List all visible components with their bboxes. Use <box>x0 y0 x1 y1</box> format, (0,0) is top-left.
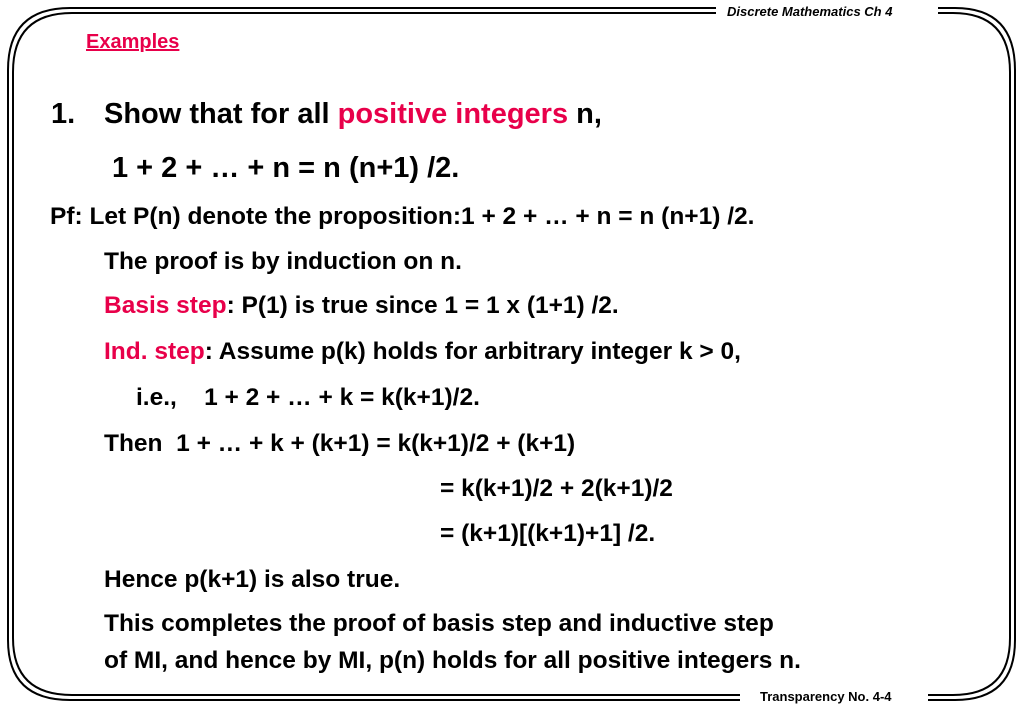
section-title: Examples <box>86 31 180 53</box>
equation-line-2: = (k+1)[(k+1)+1] /2. <box>440 520 656 547</box>
conclusion-line-1: This completes the proof of basis step and inductive step <box>104 610 774 637</box>
problem-highlight: positive integers <box>337 98 569 130</box>
problem-formula: 1 + 2 + … + n = n (n+1) /2. <box>112 152 460 184</box>
transparency-number: Transparency No. 4-4 <box>760 689 892 704</box>
basis-step-text: : P(1) is true since 1 = 1 x (1+1) /2. <box>226 292 619 319</box>
problem-number: 1. <box>51 98 76 130</box>
proof-line-2: The proof is by induction on n. <box>104 248 462 275</box>
conclusion-line-2: of MI, and hence by MI, p(n) holds for all positive integers n. <box>104 647 801 674</box>
problem-statement-post: n, <box>568 98 602 130</box>
basis-step-label: Basis step <box>104 292 227 319</box>
ind-step-line <box>104 338 741 366</box>
then-line: Then 1 + … + k + (k+1) = k(k+1)/2 + (k+1) <box>104 430 576 457</box>
course-title: Discrete Mathematics Ch 4 <box>727 4 893 19</box>
problem-statement <box>104 98 602 131</box>
basis-step-line <box>104 292 619 320</box>
ind-step-text: : Assume p(k) holds for arbitrary integer k > 0, <box>204 338 741 365</box>
ind-step-label: Ind. step <box>104 338 205 365</box>
problem-statement-pre: Show that for all <box>104 98 338 130</box>
hence-line: Hence p(k+1) is also true. <box>104 566 401 593</box>
proof-line-1: Pf: Let P(n) denote the proposition:1 + 2 + … + n = n (n+1) /2. <box>50 203 755 230</box>
ie-line: i.e., 1 + 2 + … + k = k(k+1)/2. <box>136 384 480 411</box>
equation-line-1: = k(k+1)/2 + 2(k+1)/2 <box>440 475 673 502</box>
